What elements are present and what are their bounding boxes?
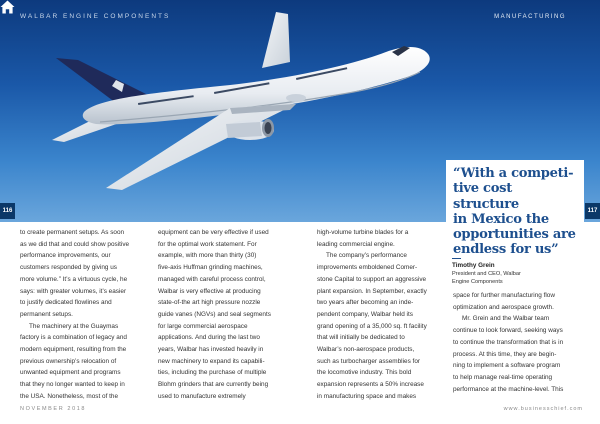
text-line: state-of-the art high pressure nozzle xyxy=(158,299,261,307)
text-line: continue to look forward, seeking ways xyxy=(453,327,563,335)
text-line: the locomotive industry. This bold xyxy=(317,369,412,377)
text-line: guide vanes (NGVs) and seal segments xyxy=(158,310,271,318)
text-line: Blohm grinders that are currently being xyxy=(158,381,269,389)
text-line: leading commercial engine. xyxy=(317,240,395,248)
text-line: Walbar’s non-aerospace products, xyxy=(317,346,415,354)
text-line: Walbar is very effective at producing xyxy=(158,287,261,295)
text-line: used to manufacture extremely xyxy=(158,392,246,400)
text-line: managed with careful process control, xyxy=(158,275,266,283)
text-line: for large commercial aerospace xyxy=(158,322,248,330)
upper-wing xyxy=(262,12,290,68)
article-column-4 xyxy=(453,290,581,395)
text-line: to continue the transformation that is in xyxy=(453,338,564,346)
text-line: process. At this time, they are begin- xyxy=(453,350,557,358)
text-line: that they no longer wanted to keep in xyxy=(20,381,125,389)
text-line: to help manage real-time operating xyxy=(453,373,553,381)
home-icon[interactable] xyxy=(0,0,15,14)
text-line: The company’s performance xyxy=(326,252,407,260)
text-line: plant expansion. In September, exactly xyxy=(317,287,427,295)
text-line: high-volume turbine blades for a xyxy=(317,229,409,236)
pull-quote-box xyxy=(446,160,584,258)
pull-quote-line: endless for us” xyxy=(453,242,559,258)
publication-name: WALBAR ENGINE COMPONENTS xyxy=(20,13,171,20)
text-line: applications. And during the last two xyxy=(158,334,260,342)
text-line: permanent setups. xyxy=(20,310,73,318)
attribution-title: Engine Components xyxy=(452,279,503,285)
text-line: expansion represents a 50% increase xyxy=(317,381,424,389)
text-line: that will initially be dedicated to xyxy=(317,334,405,342)
text-line: stone Capital to support an aggressive xyxy=(317,275,427,283)
text-line: ties, including the purchase of multiple xyxy=(158,369,267,377)
text-line: performance at the machine-level. This xyxy=(453,385,564,393)
text-line: The machinery at the Guaymas xyxy=(29,322,119,330)
footer-date: NOVEMBER 2018 xyxy=(20,406,87,412)
text-line: new machinery to expand its capabili- xyxy=(158,357,265,365)
text-line: years, Walbar has invested heavily in xyxy=(158,346,264,354)
text-line: improvements emboldened Comer- xyxy=(317,264,418,272)
article-column-3 xyxy=(317,227,445,403)
text-line: such as turbocharger assemblies for xyxy=(317,357,421,365)
text-line: factory is a combination of legacy and xyxy=(20,334,127,342)
text-line: optimization and aerospace growth. xyxy=(453,303,554,311)
text-line: for the optimal work statement. For xyxy=(158,240,257,248)
section-label: MANUFACTURING xyxy=(494,14,566,20)
text-line: pendent company, Walbar held its xyxy=(317,310,413,318)
text-line: customers responded by giving us xyxy=(20,264,117,272)
article-column-1 xyxy=(20,227,148,403)
text-line: five-axis Huffman grinding machines, xyxy=(158,264,263,272)
text-line: Mr. Grein and the Walbar team xyxy=(462,315,550,323)
text-line: to justify dedicated flowlines and xyxy=(20,299,112,307)
pull-quote-line: opportunities are xyxy=(453,227,576,243)
text-line: in manufacturing space and makes xyxy=(317,392,417,400)
attribution-name: Timothy Grein xyxy=(452,262,495,269)
text-line: example, with more than thirty (30) xyxy=(158,252,257,260)
pull-quote-line: “With a competi- xyxy=(453,166,574,181)
text-line: equipment can be very effective if used xyxy=(158,229,269,236)
page-number-right: 117 xyxy=(585,203,600,219)
text-line: two years after becoming an inde- xyxy=(317,299,414,307)
text-line: grand opening of a 35,000 sq. ft facility xyxy=(317,322,427,330)
quote-attribution xyxy=(452,258,572,286)
text-line: space for further manufacturing flow xyxy=(453,292,555,299)
attribution-title: President and CEO, Walbar xyxy=(452,271,521,277)
text-line: says: with greater volumes, it’s easier xyxy=(20,287,127,295)
page-number-left: 116 xyxy=(0,203,15,219)
text-line: the USA. Nonetheless, most of the xyxy=(20,392,119,400)
attribution-rule xyxy=(452,258,461,259)
footer-url[interactable]: www.businesschief.com xyxy=(503,406,583,412)
text-line: more volume.” It’s a virtuous cycle, he xyxy=(20,275,128,283)
text-line: unwanted equipment and programs xyxy=(20,369,121,377)
pull-quote-line: in Mexico the xyxy=(453,211,549,227)
text-line: performance improvements, our xyxy=(20,252,111,260)
text-line: modern equipment, resulting from the xyxy=(20,346,127,354)
pull-quote xyxy=(453,166,578,258)
text-line: previous ownership’s relocation of xyxy=(20,357,117,365)
article-column-2 xyxy=(158,227,286,403)
text-line: to create permanent setups. As soon xyxy=(20,229,125,236)
text-line: as we did that and could show positive xyxy=(20,240,130,248)
pull-quote-line: tive cost structure xyxy=(453,181,519,212)
text-line: ning to implement a software program xyxy=(453,362,561,370)
